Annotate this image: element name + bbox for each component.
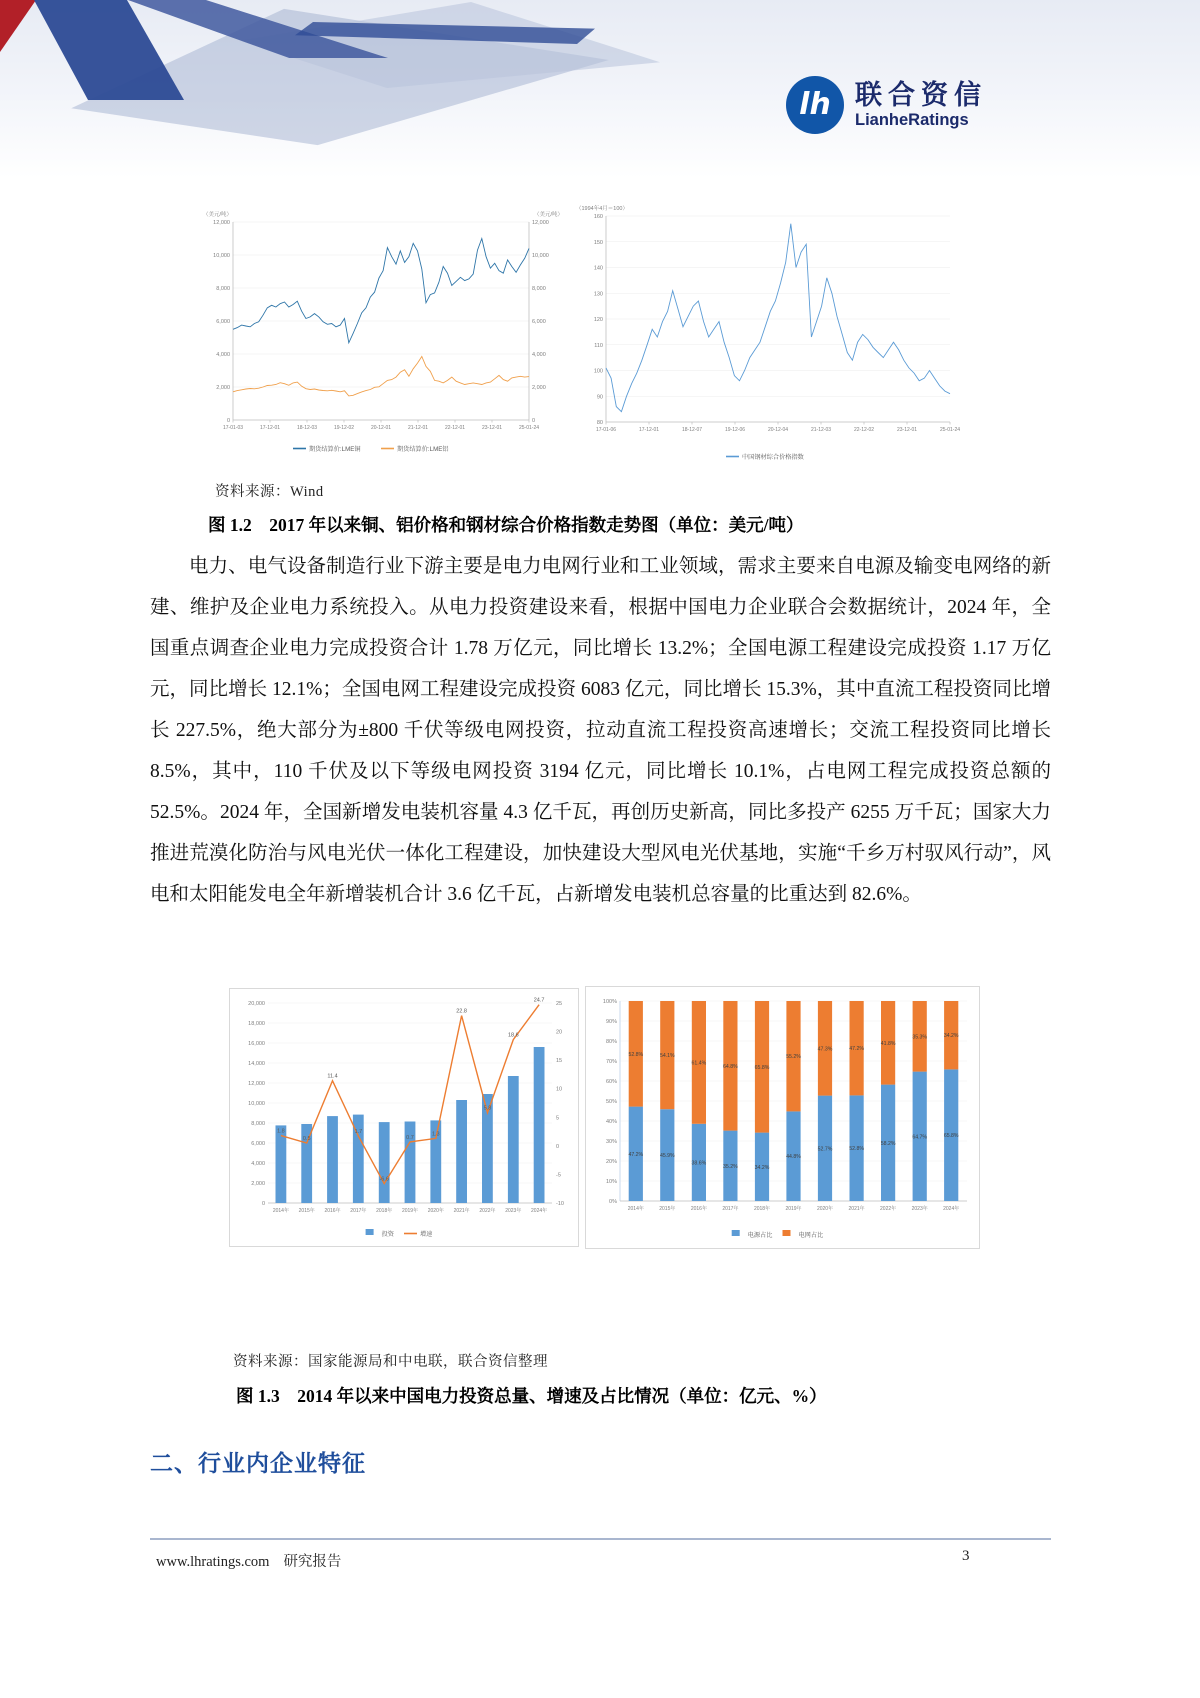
svg-text:1.8: 1.8 [277,1128,285,1135]
svg-text:2020年: 2020年 [816,1206,834,1212]
svg-text:35.2%: 35.2% [723,1163,738,1170]
svg-text:2017年: 2017年 [350,1208,367,1214]
svg-text:80%: 80% [605,1039,617,1045]
svg-text:22.8: 22.8 [456,1008,467,1015]
svg-text:0.7: 0.7 [406,1134,414,1141]
svg-text:期货结算价:LME铝: 期货结算价:LME铝 [397,446,449,453]
svg-text:34.2%: 34.2% [754,1164,770,1171]
copper-aluminum-price-chart [195,206,567,461]
svg-text:4,000: 4,000 [251,1161,265,1167]
svg-text:0%: 0% [609,1199,617,1205]
svg-text:10,000: 10,000 [213,253,230,259]
svg-text:47.3%: 47.3% [817,1046,833,1053]
svg-text:-5: -5 [556,1172,561,1179]
footer-report-label: 研究报告 [283,1554,342,1570]
svg-text:2014年: 2014年 [627,1206,644,1212]
svg-text:23-12-01: 23-12-01 [481,425,503,431]
svg-text:12,000: 12,000 [248,1081,265,1087]
svg-text:增速: 增速 [420,1231,433,1238]
svg-text:（1994年4月＝100）: （1994年4月＝100） [576,206,628,212]
svg-text:20: 20 [556,1029,563,1036]
svg-text:61.4%: 61.4% [691,1060,707,1067]
footer-info [156,1550,341,1571]
svg-text:8,000: 8,000 [251,1121,265,1127]
svg-text:20,000: 20,000 [248,1001,265,1007]
svg-text:2024年: 2024年 [531,1208,548,1214]
svg-text:19-12-02: 19-12-02 [333,425,355,431]
page-number: 3 [962,1548,970,1564]
svg-text:0: 0 [532,418,536,424]
svg-text:18-12-03: 18-12-03 [296,425,318,431]
svg-text:17-01-06: 17-01-06 [595,427,617,433]
svg-text:34.2%: 34.2% [943,1033,959,1040]
svg-text:52.8%: 52.8% [628,1051,644,1058]
svg-text:150: 150 [593,239,603,246]
svg-text:23-12-01: 23-12-01 [896,427,918,433]
svg-text:100%: 100% [602,999,617,1005]
svg-text:19-12-06: 19-12-06 [724,427,746,433]
svg-text:（美元/吨）: （美元/吨） [533,212,563,218]
svg-text:120: 120 [593,317,603,323]
svg-text:10,000: 10,000 [248,1101,265,1107]
svg-text:4,000: 4,000 [216,352,230,358]
footer-divider [150,1538,1051,1540]
svg-text:110: 110 [594,342,603,349]
power-investment-chart [229,988,579,1247]
svg-text:电源占比: 电源占比 [747,1232,773,1239]
logo-text [855,80,987,130]
svg-text:4,000: 4,000 [532,352,546,358]
svg-text:21-12-01: 21-12-01 [407,425,429,431]
svg-text:70%: 70% [605,1059,617,1065]
svg-text:8,000: 8,000 [216,286,230,292]
decorative-navy-shape [34,0,184,100]
svg-text:20-12-04: 20-12-04 [767,427,789,433]
svg-text:6,000: 6,000 [532,319,546,325]
svg-text:10%: 10% [605,1179,617,1185]
logo-name-cn: 联合资信 [855,79,987,110]
svg-text:2014年: 2014年 [272,1208,289,1214]
svg-text:40%: 40% [605,1119,617,1125]
svg-text:2015年: 2015年 [659,1206,676,1212]
svg-text:2023年: 2023年 [911,1206,928,1212]
svg-text:22-12-01: 22-12-01 [444,425,466,431]
svg-text:64.7%: 64.7% [912,1134,928,1141]
svg-text:17-12-01: 17-12-01 [638,427,660,433]
svg-text:5.8: 5.8 [483,1105,492,1112]
svg-text:2024年: 2024年 [943,1206,960,1212]
svg-text:（美元/吨）: （美元/吨） [203,212,233,218]
svg-text:投资: 投资 [381,1231,394,1238]
svg-text:50%: 50% [605,1099,617,1105]
svg-text:0: 0 [556,1143,560,1150]
steel-price-index-chart [576,200,964,469]
svg-text:12,000: 12,000 [213,220,230,226]
svg-text:45.9%: 45.9% [659,1153,675,1160]
svg-text:18,000: 18,000 [248,1021,265,1027]
svg-text:90: 90 [596,394,603,401]
svg-text:60%: 60% [605,1079,617,1085]
svg-text:22-12-02: 22-12-02 [853,427,875,433]
svg-text:2,000: 2,000 [532,385,546,391]
svg-text:期货结算价:LME铜: 期货结算价:LME铜 [309,446,361,453]
svg-text:1.7: 1.7 [354,1129,363,1136]
svg-text:8,000: 8,000 [532,286,546,292]
svg-text:10,000: 10,000 [532,253,549,259]
figure-1-2-caption: 图 1.2 2017 年以来铜、铝价格和钢材综合价格指数走势图（单位：美元/吨） [208,515,804,535]
svg-text:电网占比: 电网占比 [798,1232,824,1239]
svg-text:15: 15 [556,1058,563,1065]
svg-text:58.2%: 58.2% [880,1140,896,1147]
logo-icon: lh [786,76,844,134]
section-heading: 二、行业内企业特征 [150,1450,366,1476]
svg-text:17-12-01: 17-12-01 [259,425,281,431]
svg-text:18-12-07: 18-12-07 [681,427,703,433]
svg-text:2021年: 2021年 [848,1206,865,1212]
svg-text:30%: 30% [605,1139,617,1145]
figure-1-2-source: 资料来源：Wind [215,484,324,500]
svg-text:130: 130 [593,291,603,298]
svg-text:38.6%: 38.6% [691,1160,707,1167]
svg-text:21-12-03: 21-12-03 [810,427,832,433]
svg-text:2022年: 2022年 [880,1206,897,1212]
svg-text:-10: -10 [556,1201,564,1207]
svg-text:2019年: 2019年 [785,1206,802,1212]
svg-text:2017年: 2017年 [722,1206,739,1212]
svg-text:100: 100 [593,368,603,375]
svg-text:20%: 20% [605,1159,617,1165]
svg-text:25-01-24: 25-01-24 [939,427,961,433]
footer-website: www.lhratings.com [156,1554,270,1570]
svg-text:2022年: 2022年 [479,1208,496,1214]
svg-text:25-01-24: 25-01-24 [518,425,540,431]
svg-text:2020年: 2020年 [427,1208,444,1214]
figure-1-3-source: 资料来源：国家能源局和中电联，联合资信整理 [233,1354,548,1370]
svg-text:2015年: 2015年 [298,1208,315,1214]
svg-text:12,000: 12,000 [532,220,549,226]
svg-text:0: 0 [226,418,230,424]
svg-text:52.7%: 52.7% [817,1146,833,1153]
body-paragraph: 电力、电气设备制造行业下游主要是电力电网行业和工业领域，需求主要来自电源及输变电网络的新建、维护及企业电力系统投入。从电力投资建设来看，根据中国电力企业联合会数据统计，2024 年，全国重点调查企业电力完成投资合计 1.78 万亿元，同比增长 13.2%；全国电源工程建设完成投资 1.17 万亿元，同比增长 12.1%；全国电网工程建设完成投资 6083 亿元，同比增长 15.3%，其中直流工程投资同比增长 227.5%，绝大部分为±800 千伏等级电网投资，拉动直流工程投资高速增长；交流工程投资同比增长 8.5%，其中，110 千伏及以下等级电网投资 3194 亿元，同比增长 10.1%，占电网工程完成投资总额的 52.5%。2024 年，全国新增发电装机容量 4.3 亿千瓦，再创历史新高，同比多投产 6255 万千瓦；国家大力推进荒漠化防治与风电光伏一体化工程建设，加快建设大型风电光伏基地，实施“千乡万村驭风行动”，风电和太阳能发电全年新增装机合计 3.6 亿千瓦，占新增发电装机总容量的比重达到 82.6%。 [150,556,1051,905]
svg-text:41.8%: 41.8% [880,1040,896,1047]
svg-text:25: 25 [556,1001,563,1007]
svg-text:65.8%: 65.8% [943,1133,959,1140]
svg-text:2018年: 2018年 [376,1208,393,1214]
svg-text:2,000: 2,000 [216,385,230,391]
logo-name-en: LianheRatings [855,111,969,130]
svg-text:0: 0 [261,1201,265,1207]
svg-text:160: 160 [593,214,603,220]
svg-text:47.2%: 47.2% [849,1046,864,1053]
decorative-red-triangle [0,0,36,52]
svg-text:2023年: 2023年 [505,1208,522,1214]
svg-text:-6.6: -6.6 [379,1176,389,1183]
svg-text:47.2%: 47.2% [628,1151,644,1158]
svg-text:0.5: 0.5 [302,1136,311,1142]
svg-text:54.1%: 54.1% [659,1053,675,1060]
svg-text:2018年: 2018年 [753,1206,771,1212]
svg-text:140: 140 [593,265,603,272]
svg-text:6,000: 6,000 [251,1141,265,1147]
svg-text:2019年: 2019年 [401,1208,419,1214]
svg-text:5: 5 [556,1115,560,1122]
svg-text:中国钢材综合价格指数: 中国钢材综合价格指数 [742,454,804,461]
svg-text:16,000: 16,000 [248,1041,265,1047]
svg-text:90%: 90% [605,1019,617,1025]
svg-text:18.6: 18.6 [507,1032,519,1039]
svg-text:20-12-01: 20-12-01 [370,425,392,431]
svg-text:2021年: 2021年 [453,1208,470,1214]
svg-text:65.8%: 65.8% [754,1064,770,1071]
svg-text:64.8%: 64.8% [723,1063,738,1070]
svg-text:6,000: 6,000 [216,319,230,325]
investment-share-chart [585,986,980,1249]
svg-text:52.8%: 52.8% [849,1146,864,1153]
svg-text:1.3: 1.3 [431,1131,440,1138]
svg-text:11.4: 11.4 [327,1073,338,1080]
figure-1-3-caption: 图 1.3 2014 年以来中国电力投资总量、增速及占比情况（单位：亿元、%） [236,1386,827,1406]
svg-text:2,000: 2,000 [251,1181,265,1187]
svg-text:10: 10 [556,1086,563,1093]
svg-text:55.2%: 55.2% [786,1054,801,1061]
svg-text:80: 80 [596,420,603,426]
svg-text:2016年: 2016年 [324,1208,341,1214]
header-band [0,0,1200,178]
svg-text:44.8%: 44.8% [786,1154,801,1161]
svg-text:17-01-03: 17-01-03 [222,425,244,431]
svg-text:35.3%: 35.3% [912,1034,928,1041]
svg-text:14,000: 14,000 [248,1061,265,1067]
svg-text:2016年: 2016年 [690,1206,707,1212]
svg-text:24.7: 24.7 [533,997,545,1004]
company-logo [786,76,987,134]
